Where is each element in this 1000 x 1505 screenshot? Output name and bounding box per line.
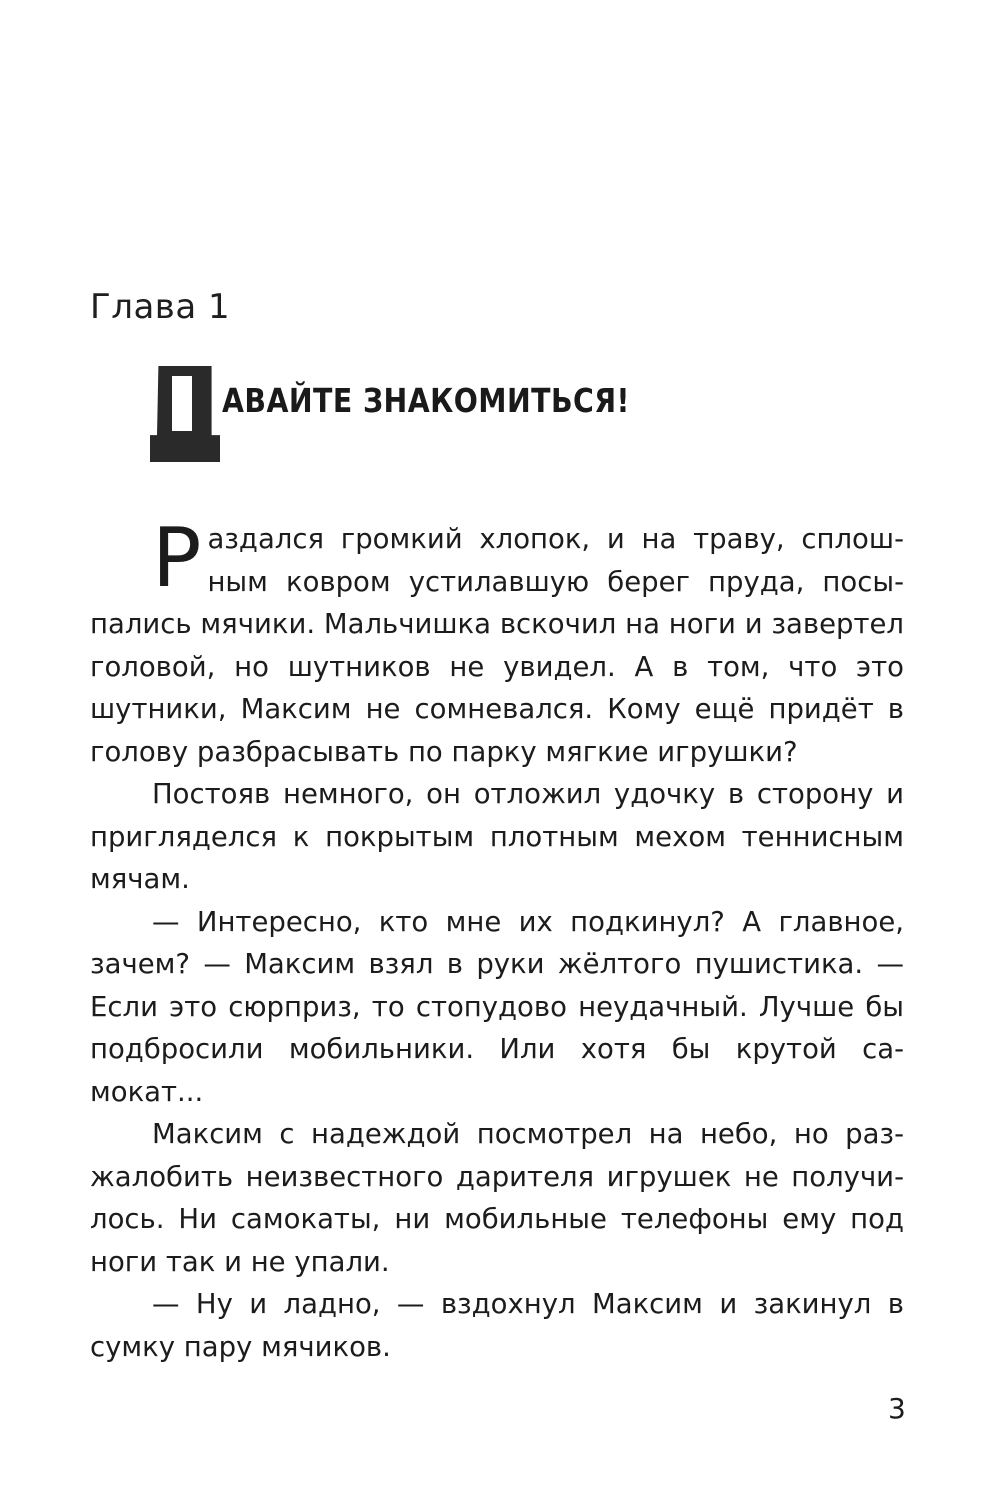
paragraph: Максим с надеждой посмотрел на небо, но разжалобить неизвестного дарителя игрушек не получилось. Ни самокаты, ни мобильные телефоны ему под ноги так и не упали.: [90, 1118, 904, 1278]
chapter-body: [90, 511, 904, 1368]
paragraph: [90, 511, 904, 773]
chapter-label: Глава 1: [90, 287, 231, 327]
chapter-title: [150, 362, 696, 462]
paragraph: — Ну и ладно, — вздохнул Максим и закинул в сумку пару мячиков.: [90, 1288, 904, 1363]
paragraph: Постояв немного, он отложил удочку в сторону и пригляделся к покрытым плотным мехом теннисным мячам.: [90, 778, 904, 895]
paragraph-dropcap: Р: [152, 511, 202, 606]
paragraph: — Интересно, кто мне их подкинул? А главное, зачем? — Максим взял в руки жёлтого пушистика. — Если это сюрприз, то стопудово неудачный. Лучше бы подбросили мобильники. Или хотя бы крутой самокат...: [90, 905, 904, 1108]
paragraph-text: аздался громкий хлопок, и на траву, сплошным ковром устилавшую берег пруда, посыпались мячики. Мальчишка вскочил на ноги и завертел головой, но шутников не увидел. А в том, что это шутники, Максим не сомневался. Кому ещё придёт в голову разбрасывать по парку мягкие игрушки?: [90, 523, 904, 768]
title-dropcap-counter: [172, 376, 192, 432]
title-dropcap-glyph: [150, 366, 220, 462]
chapter-title-text: АВАЙТЕ ЗНАКОМИТЬСЯ!: [222, 381, 630, 420]
page-number: 3: [888, 1392, 906, 1425]
